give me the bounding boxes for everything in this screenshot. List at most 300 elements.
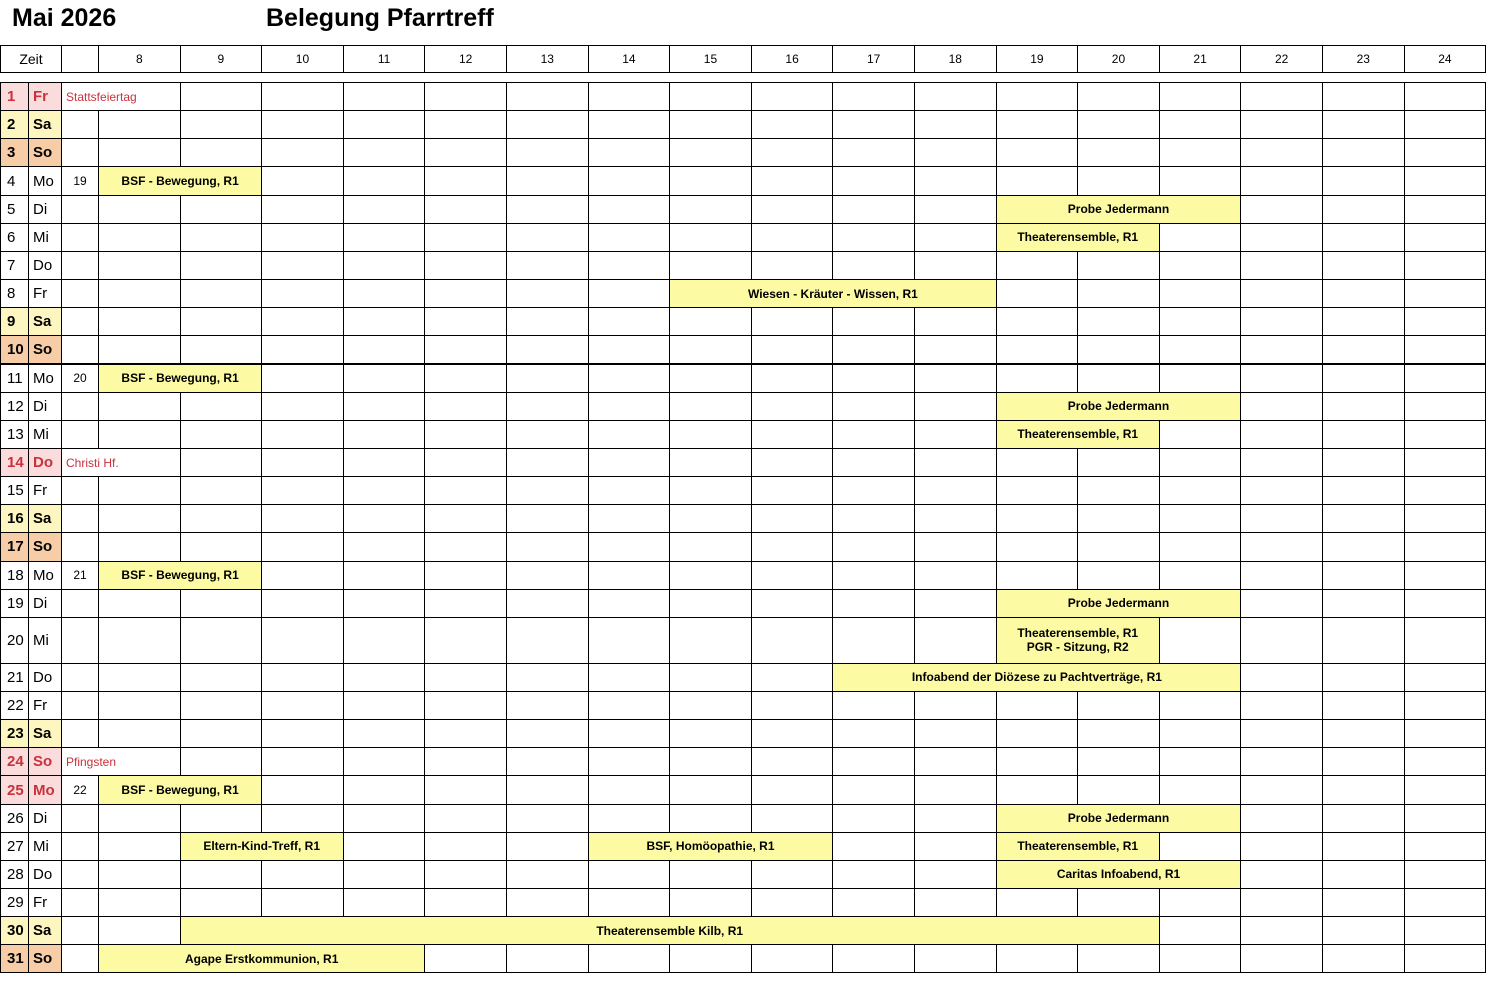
slot-cell[interactable]	[506, 860, 589, 889]
slot-cell[interactable]	[180, 448, 263, 477]
slot-cell[interactable]	[1240, 392, 1323, 421]
slot-cell[interactable]	[996, 279, 1079, 308]
slot-cell[interactable]	[1404, 617, 1487, 664]
slot-cell[interactable]	[1404, 82, 1487, 111]
slot-cell[interactable]	[751, 691, 834, 720]
slot-cell[interactable]	[180, 335, 263, 364]
slot-cell[interactable]	[1240, 110, 1323, 139]
slot-cell[interactable]	[751, 747, 834, 776]
slot-cell[interactable]	[506, 307, 589, 336]
slot-cell[interactable]	[98, 335, 181, 364]
slot-cell[interactable]	[1240, 832, 1323, 861]
slot-cell[interactable]	[261, 691, 344, 720]
slot-cell[interactable]	[1159, 916, 1242, 945]
slot-cell[interactable]	[832, 110, 915, 139]
slot-cell[interactable]	[1159, 617, 1242, 664]
slot-cell[interactable]	[180, 251, 263, 280]
slot-cell[interactable]	[588, 663, 671, 692]
slot-cell[interactable]	[506, 775, 589, 804]
slot-cell[interactable]	[343, 307, 426, 336]
booking-event[interactable]	[996, 420, 1160, 449]
booking-event[interactable]	[996, 832, 1160, 861]
slot-cell[interactable]	[1322, 195, 1405, 224]
slot-cell[interactable]	[669, 804, 752, 833]
slot-cell[interactable]	[1404, 719, 1487, 748]
slot-cell[interactable]	[588, 476, 671, 505]
slot-cell[interactable]	[261, 532, 344, 561]
slot-cell[interactable]	[261, 617, 344, 664]
slot-cell[interactable]	[588, 364, 671, 393]
booking-event[interactable]	[98, 775, 262, 804]
slot-cell[interactable]	[343, 804, 426, 833]
slot-cell[interactable]	[98, 504, 181, 533]
slot-cell[interactable]	[343, 420, 426, 449]
slot-cell[interactable]	[669, 589, 752, 618]
slot-cell[interactable]	[424, 392, 507, 421]
slot-cell[interactable]	[506, 223, 589, 252]
slot-cell[interactable]	[343, 251, 426, 280]
slot-cell[interactable]	[1404, 420, 1487, 449]
slot-cell[interactable]	[996, 691, 1079, 720]
slot-cell[interactable]	[343, 223, 426, 252]
slot-cell[interactable]	[914, 888, 997, 917]
booking-event[interactable]	[98, 166, 262, 195]
slot-cell[interactable]	[1322, 719, 1405, 748]
slot-cell[interactable]	[180, 691, 263, 720]
slot-cell[interactable]	[996, 504, 1079, 533]
slot-cell[interactable]	[1322, 561, 1405, 590]
slot-cell[interactable]	[343, 476, 426, 505]
slot-cell[interactable]	[180, 279, 263, 308]
slot-cell[interactable]	[996, 251, 1079, 280]
slot-cell[interactable]	[588, 747, 671, 776]
slot-cell[interactable]	[180, 747, 263, 776]
slot-cell[interactable]	[424, 110, 507, 139]
slot-cell[interactable]	[98, 832, 181, 861]
slot-cell[interactable]	[669, 532, 752, 561]
slot-cell[interactable]	[1404, 691, 1487, 720]
slot-cell[interactable]	[669, 775, 752, 804]
slot-cell[interactable]	[588, 420, 671, 449]
slot-cell[interactable]	[1322, 860, 1405, 889]
slot-cell[interactable]	[261, 279, 344, 308]
slot-cell[interactable]	[996, 775, 1079, 804]
slot-cell[interactable]	[98, 110, 181, 139]
slot-cell[interactable]	[180, 663, 263, 692]
slot-cell[interactable]	[1404, 775, 1487, 804]
slot-cell[interactable]	[1077, 166, 1160, 195]
slot-cell[interactable]	[669, 747, 752, 776]
slot-cell[interactable]	[751, 251, 834, 280]
slot-cell[interactable]	[424, 476, 507, 505]
slot-cell[interactable]	[996, 747, 1079, 776]
slot-cell[interactable]	[1240, 448, 1323, 477]
slot-cell[interactable]	[996, 335, 1079, 364]
slot-cell[interactable]	[1322, 82, 1405, 111]
slot-cell[interactable]	[1322, 448, 1405, 477]
slot-cell[interactable]	[1077, 82, 1160, 111]
slot-cell[interactable]	[1159, 561, 1242, 590]
slot-cell[interactable]	[343, 589, 426, 618]
slot-cell[interactable]	[832, 691, 915, 720]
slot-cell[interactable]	[1240, 747, 1323, 776]
slot-cell[interactable]	[424, 944, 507, 973]
slot-cell[interactable]	[996, 166, 1079, 195]
slot-cell[interactable]	[751, 532, 834, 561]
slot-cell[interactable]	[1159, 532, 1242, 561]
slot-cell[interactable]	[98, 392, 181, 421]
slot-cell[interactable]	[261, 561, 344, 590]
slot-cell[interactable]	[424, 448, 507, 477]
slot-cell[interactable]	[1159, 448, 1242, 477]
slot-cell[interactable]	[261, 448, 344, 477]
slot-cell[interactable]	[506, 747, 589, 776]
slot-cell[interactable]	[1404, 195, 1487, 224]
slot-cell[interactable]	[261, 775, 344, 804]
slot-cell[interactable]	[914, 364, 997, 393]
slot-cell[interactable]	[1159, 251, 1242, 280]
slot-cell[interactable]	[424, 138, 507, 167]
slot-cell[interactable]	[832, 251, 915, 280]
slot-cell[interactable]	[180, 476, 263, 505]
slot-cell[interactable]	[506, 561, 589, 590]
slot-cell[interactable]	[261, 195, 344, 224]
slot-cell[interactable]	[751, 589, 834, 618]
slot-cell[interactable]	[1322, 747, 1405, 776]
slot-cell[interactable]	[424, 335, 507, 364]
slot-cell[interactable]	[588, 888, 671, 917]
slot-cell[interactable]	[914, 532, 997, 561]
slot-cell[interactable]	[506, 110, 589, 139]
slot-cell[interactable]	[1240, 195, 1323, 224]
slot-cell[interactable]	[424, 561, 507, 590]
slot-cell[interactable]	[424, 504, 507, 533]
slot-cell[interactable]	[1159, 364, 1242, 393]
slot-cell[interactable]	[506, 719, 589, 748]
slot-cell[interactable]	[1404, 335, 1487, 364]
slot-cell[interactable]	[424, 747, 507, 776]
slot-cell[interactable]	[1077, 944, 1160, 973]
slot-cell[interactable]	[1322, 532, 1405, 561]
slot-cell[interactable]	[996, 448, 1079, 477]
slot-cell[interactable]	[506, 832, 589, 861]
slot-cell[interactable]	[669, 364, 752, 393]
slot-cell[interactable]	[1240, 719, 1323, 748]
slot-cell[interactable]	[751, 392, 834, 421]
slot-cell[interactable]	[1077, 561, 1160, 590]
slot-cell[interactable]	[506, 888, 589, 917]
slot-cell[interactable]	[751, 335, 834, 364]
slot-cell[interactable]	[1077, 691, 1160, 720]
slot-cell[interactable]	[588, 335, 671, 364]
slot-cell[interactable]	[424, 663, 507, 692]
slot-cell[interactable]	[832, 561, 915, 590]
slot-cell[interactable]	[1240, 307, 1323, 336]
slot-cell[interactable]	[832, 138, 915, 167]
slot-cell[interactable]	[914, 110, 997, 139]
slot-cell[interactable]	[832, 804, 915, 833]
slot-cell[interactable]	[343, 747, 426, 776]
slot-cell[interactable]	[588, 719, 671, 748]
slot-cell[interactable]	[588, 532, 671, 561]
slot-cell[interactable]	[1240, 335, 1323, 364]
slot-cell[interactable]	[914, 195, 997, 224]
slot-cell[interactable]	[751, 364, 834, 393]
slot-cell[interactable]	[1077, 532, 1160, 561]
slot-cell[interactable]	[1404, 364, 1487, 393]
slot-cell[interactable]	[669, 860, 752, 889]
booking-event[interactable]	[996, 804, 1242, 833]
slot-cell[interactable]	[832, 392, 915, 421]
slot-cell[interactable]	[751, 223, 834, 252]
slot-cell[interactable]	[996, 364, 1079, 393]
slot-cell[interactable]	[1240, 561, 1323, 590]
slot-cell[interactable]	[1077, 775, 1160, 804]
booking-event[interactable]	[180, 916, 1160, 945]
slot-cell[interactable]	[914, 832, 997, 861]
slot-cell[interactable]	[1240, 223, 1323, 252]
slot-cell[interactable]	[506, 476, 589, 505]
slot-cell[interactable]	[424, 617, 507, 664]
slot-cell[interactable]	[424, 804, 507, 833]
slot-cell[interactable]	[914, 82, 997, 111]
slot-cell[interactable]	[1322, 110, 1405, 139]
slot-cell[interactable]	[751, 195, 834, 224]
slot-cell[interactable]	[669, 166, 752, 195]
slot-cell[interactable]	[669, 307, 752, 336]
slot-cell[interactable]	[588, 589, 671, 618]
slot-cell[interactable]	[832, 307, 915, 336]
slot-cell[interactable]	[832, 944, 915, 973]
slot-cell[interactable]	[180, 719, 263, 748]
slot-cell[interactable]	[1404, 561, 1487, 590]
slot-cell[interactable]	[669, 223, 752, 252]
slot-cell[interactable]	[1322, 775, 1405, 804]
slot-cell[interactable]	[996, 110, 1079, 139]
slot-cell[interactable]	[506, 420, 589, 449]
slot-cell[interactable]	[343, 335, 426, 364]
slot-cell[interactable]	[1077, 719, 1160, 748]
slot-cell[interactable]	[1159, 504, 1242, 533]
slot-cell[interactable]	[914, 307, 997, 336]
slot-cell[interactable]	[1404, 589, 1487, 618]
slot-cell[interactable]	[1240, 804, 1323, 833]
slot-cell[interactable]	[1322, 251, 1405, 280]
slot-cell[interactable]	[751, 804, 834, 833]
slot-cell[interactable]	[1240, 504, 1323, 533]
slot-cell[interactable]	[751, 663, 834, 692]
slot-cell[interactable]	[1240, 532, 1323, 561]
slot-cell[interactable]	[1404, 888, 1487, 917]
slot-cell[interactable]	[1240, 476, 1323, 505]
slot-cell[interactable]	[180, 307, 263, 336]
booking-event[interactable]	[996, 195, 1242, 224]
slot-cell[interactable]	[669, 392, 752, 421]
slot-cell[interactable]	[506, 804, 589, 833]
slot-cell[interactable]	[424, 691, 507, 720]
slot-cell[interactable]	[98, 532, 181, 561]
slot-cell[interactable]	[832, 335, 915, 364]
slot-cell[interactable]	[261, 804, 344, 833]
slot-cell[interactable]	[1322, 420, 1405, 449]
slot-cell[interactable]	[1404, 804, 1487, 833]
slot-cell[interactable]	[424, 775, 507, 804]
booking-event[interactable]	[996, 392, 1242, 421]
slot-cell[interactable]	[914, 804, 997, 833]
slot-cell[interactable]	[588, 804, 671, 833]
slot-cell[interactable]	[180, 195, 263, 224]
slot-cell[interactable]	[1404, 392, 1487, 421]
slot-cell[interactable]	[261, 589, 344, 618]
slot-cell[interactable]	[98, 888, 181, 917]
slot-cell[interactable]	[1077, 476, 1160, 505]
slot-cell[interactable]	[180, 504, 263, 533]
slot-cell[interactable]	[1240, 617, 1323, 664]
slot-cell[interactable]	[180, 138, 263, 167]
slot-cell[interactable]	[588, 307, 671, 336]
slot-cell[interactable]	[424, 589, 507, 618]
slot-cell[interactable]	[343, 775, 426, 804]
slot-cell[interactable]	[261, 223, 344, 252]
slot-cell[interactable]	[1404, 307, 1487, 336]
slot-cell[interactable]	[343, 138, 426, 167]
slot-cell[interactable]	[424, 532, 507, 561]
slot-cell[interactable]	[669, 448, 752, 477]
slot-cell[interactable]	[832, 775, 915, 804]
slot-cell[interactable]	[832, 504, 915, 533]
slot-cell[interactable]	[98, 223, 181, 252]
slot-cell[interactable]	[996, 307, 1079, 336]
slot-cell[interactable]	[261, 860, 344, 889]
slot-cell[interactable]	[1159, 138, 1242, 167]
slot-cell[interactable]	[832, 747, 915, 776]
slot-cell[interactable]	[1404, 747, 1487, 776]
slot-cell[interactable]	[1240, 589, 1323, 618]
slot-cell[interactable]	[180, 532, 263, 561]
slot-cell[interactable]	[914, 617, 997, 664]
slot-cell[interactable]	[588, 223, 671, 252]
slot-cell[interactable]	[261, 420, 344, 449]
slot-cell[interactable]	[1404, 251, 1487, 280]
slot-cell[interactable]	[751, 138, 834, 167]
slot-cell[interactable]	[98, 307, 181, 336]
slot-cell[interactable]	[996, 532, 1079, 561]
slot-cell[interactable]	[1322, 279, 1405, 308]
slot-cell[interactable]	[751, 420, 834, 449]
slot-cell[interactable]	[424, 195, 507, 224]
slot-cell[interactable]	[98, 251, 181, 280]
slot-cell[interactable]	[98, 719, 181, 748]
booking-event[interactable]	[669, 279, 996, 308]
slot-cell[interactable]	[1159, 279, 1242, 308]
slot-cell[interactable]	[1322, 617, 1405, 664]
slot-cell[interactable]	[588, 195, 671, 224]
slot-cell[interactable]	[98, 138, 181, 167]
slot-cell[interactable]	[751, 617, 834, 664]
slot-cell[interactable]	[1077, 364, 1160, 393]
slot-cell[interactable]	[751, 448, 834, 477]
slot-cell[interactable]	[424, 223, 507, 252]
slot-cell[interactable]	[832, 82, 915, 111]
slot-cell[interactable]	[588, 251, 671, 280]
slot-cell[interactable]	[1404, 532, 1487, 561]
slot-cell[interactable]	[1159, 420, 1242, 449]
slot-cell[interactable]	[1404, 110, 1487, 139]
slot-cell[interactable]	[1322, 589, 1405, 618]
slot-cell[interactable]	[424, 251, 507, 280]
slot-cell[interactable]	[98, 691, 181, 720]
slot-cell[interactable]	[180, 589, 263, 618]
slot-cell[interactable]	[588, 617, 671, 664]
slot-cell[interactable]	[1077, 307, 1160, 336]
slot-cell[interactable]	[588, 448, 671, 477]
slot-cell[interactable]	[261, 476, 344, 505]
slot-cell[interactable]	[832, 532, 915, 561]
slot-cell[interactable]	[832, 420, 915, 449]
slot-cell[interactable]	[832, 448, 915, 477]
slot-cell[interactable]	[98, 860, 181, 889]
slot-cell[interactable]	[1159, 747, 1242, 776]
slot-cell[interactable]	[751, 476, 834, 505]
slot-cell[interactable]	[1404, 832, 1487, 861]
slot-cell[interactable]	[1240, 364, 1323, 393]
slot-cell[interactable]	[1240, 860, 1323, 889]
slot-cell[interactable]	[669, 335, 752, 364]
slot-cell[interactable]	[1322, 832, 1405, 861]
slot-cell[interactable]	[914, 747, 997, 776]
slot-cell[interactable]	[506, 82, 589, 111]
slot-cell[interactable]	[914, 448, 997, 477]
slot-cell[interactable]	[914, 691, 997, 720]
slot-cell[interactable]	[1077, 747, 1160, 776]
slot-cell[interactable]	[506, 663, 589, 692]
slot-cell[interactable]	[424, 860, 507, 889]
slot-cell[interactable]	[1322, 166, 1405, 195]
slot-cell[interactable]	[588, 860, 671, 889]
slot-cell[interactable]	[832, 888, 915, 917]
slot-cell[interactable]	[424, 166, 507, 195]
slot-cell[interactable]	[751, 860, 834, 889]
slot-cell[interactable]	[669, 691, 752, 720]
slot-cell[interactable]	[1159, 166, 1242, 195]
slot-cell[interactable]	[1240, 82, 1323, 111]
slot-cell[interactable]	[261, 663, 344, 692]
slot-cell[interactable]	[588, 691, 671, 720]
slot-cell[interactable]	[261, 335, 344, 364]
slot-cell[interactable]	[669, 944, 752, 973]
slot-cell[interactable]	[751, 307, 834, 336]
slot-cell[interactable]	[424, 364, 507, 393]
slot-cell[interactable]	[669, 888, 752, 917]
slot-cell[interactable]	[1240, 916, 1323, 945]
slot-cell[interactable]	[1077, 888, 1160, 917]
slot-cell[interactable]	[751, 719, 834, 748]
slot-cell[interactable]	[914, 775, 997, 804]
slot-cell[interactable]	[832, 223, 915, 252]
slot-cell[interactable]	[1404, 476, 1487, 505]
slot-cell[interactable]	[914, 944, 997, 973]
slot-cell[interactable]	[588, 392, 671, 421]
slot-cell[interactable]	[261, 364, 344, 393]
slot-cell[interactable]	[751, 110, 834, 139]
slot-cell[interactable]	[343, 448, 426, 477]
booking-event[interactable]	[98, 364, 262, 393]
slot-cell[interactable]	[506, 532, 589, 561]
slot-cell[interactable]	[1322, 392, 1405, 421]
slot-cell[interactable]	[996, 138, 1079, 167]
slot-cell[interactable]	[751, 561, 834, 590]
slot-cell[interactable]	[343, 110, 426, 139]
